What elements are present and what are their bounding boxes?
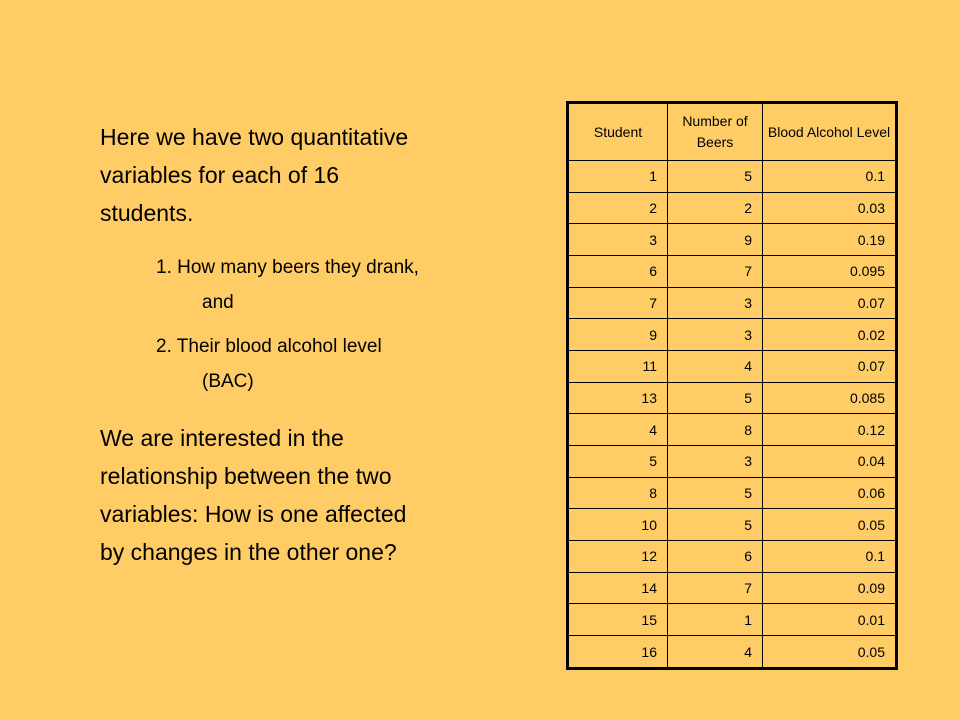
cell-beers: 3 [668, 287, 763, 319]
table-row [568, 509, 897, 541]
table-row [568, 319, 897, 351]
cell-bac: 0.1 [763, 541, 897, 573]
intro-paragraph [100, 118, 540, 232]
cell-beers: 4 [668, 351, 763, 383]
cell-beers: 3 [668, 319, 763, 351]
cell-bac: 0.07 [763, 351, 897, 383]
cell-bac: 0.09 [763, 572, 897, 604]
cell-bac: 0.07 [763, 287, 897, 319]
cell-student: 10 [568, 509, 668, 541]
conclusion-line: variables: How is one affected [100, 501, 407, 527]
column-header-bac: Blood Alcohol Level [763, 103, 897, 161]
cell-beers: 7 [668, 572, 763, 604]
cell-bac: 0.19 [763, 224, 897, 256]
table-row [568, 636, 897, 669]
cell-bac: 0.095 [763, 256, 897, 288]
list-item-continuation: (BAC) [202, 371, 254, 392]
cell-bac: 0.12 [763, 414, 897, 446]
cell-student: 1 [568, 161, 668, 193]
table-row [568, 604, 897, 636]
table-row [568, 572, 897, 604]
table-header-row [568, 103, 897, 161]
table-row [568, 382, 897, 414]
cell-bac: 0.04 [763, 446, 897, 478]
cell-student: 7 [568, 287, 668, 319]
table-row [568, 224, 897, 256]
cell-bac: 0.05 [763, 509, 897, 541]
cell-beers: 5 [668, 161, 763, 193]
cell-student: 13 [568, 382, 668, 414]
cell-bac: 0.1 [763, 161, 897, 193]
table-row [568, 477, 897, 509]
table-row [568, 414, 897, 446]
table-body [568, 161, 897, 669]
cell-bac: 0.02 [763, 319, 897, 351]
cell-beers: 3 [668, 446, 763, 478]
conclusion-paragraph [100, 419, 540, 571]
intro-line: students. [100, 200, 194, 226]
list-item-text: 1. How many beers they drank, [156, 257, 419, 278]
cell-student: 16 [568, 636, 668, 669]
column-header-beers: Number of Beers [668, 103, 763, 161]
cell-bac: 0.085 [763, 382, 897, 414]
cell-student: 12 [568, 541, 668, 573]
list-item [156, 250, 540, 320]
cell-beers: 4 [668, 636, 763, 669]
conclusion-line: by changes in the other one? [100, 539, 397, 565]
cell-student: 5 [568, 446, 668, 478]
table-row [568, 541, 897, 573]
column-header-student: Student [568, 103, 668, 161]
data-table [566, 101, 898, 670]
list-item-text: 2. Their blood alcohol level [156, 336, 382, 357]
cell-beers: 1 [668, 604, 763, 636]
cell-student: 3 [568, 224, 668, 256]
cell-student: 15 [568, 604, 668, 636]
cell-student: 2 [568, 192, 668, 224]
cell-student: 4 [568, 414, 668, 446]
intro-line: Here we have two quantitative [100, 124, 409, 150]
list-item-continuation: and [202, 292, 234, 313]
cell-student: 14 [568, 572, 668, 604]
cell-bac: 0.05 [763, 636, 897, 669]
conclusion-line: relationship between the two [100, 463, 392, 489]
cell-student: 8 [568, 477, 668, 509]
cell-beers: 5 [668, 509, 763, 541]
cell-bac: 0.01 [763, 604, 897, 636]
table-row [568, 161, 897, 193]
cell-beers: 5 [668, 477, 763, 509]
table-row [568, 192, 897, 224]
table-row [568, 287, 897, 319]
intro-line: variables for each of 16 [100, 162, 340, 188]
cell-beers: 2 [668, 192, 763, 224]
cell-beers: 5 [668, 382, 763, 414]
table-row [568, 446, 897, 478]
cell-student: 11 [568, 351, 668, 383]
cell-beers: 6 [668, 541, 763, 573]
variable-list [156, 250, 540, 399]
table-row [568, 351, 897, 383]
text-block [100, 118, 540, 571]
cell-student: 6 [568, 256, 668, 288]
cell-student: 9 [568, 319, 668, 351]
list-item [156, 329, 540, 399]
cell-beers: 8 [668, 414, 763, 446]
table-row [568, 256, 897, 288]
cell-beers: 9 [668, 224, 763, 256]
cell-beers: 7 [668, 256, 763, 288]
cell-bac: 0.03 [763, 192, 897, 224]
cell-bac: 0.06 [763, 477, 897, 509]
conclusion-line: We are interested in the [100, 425, 344, 451]
